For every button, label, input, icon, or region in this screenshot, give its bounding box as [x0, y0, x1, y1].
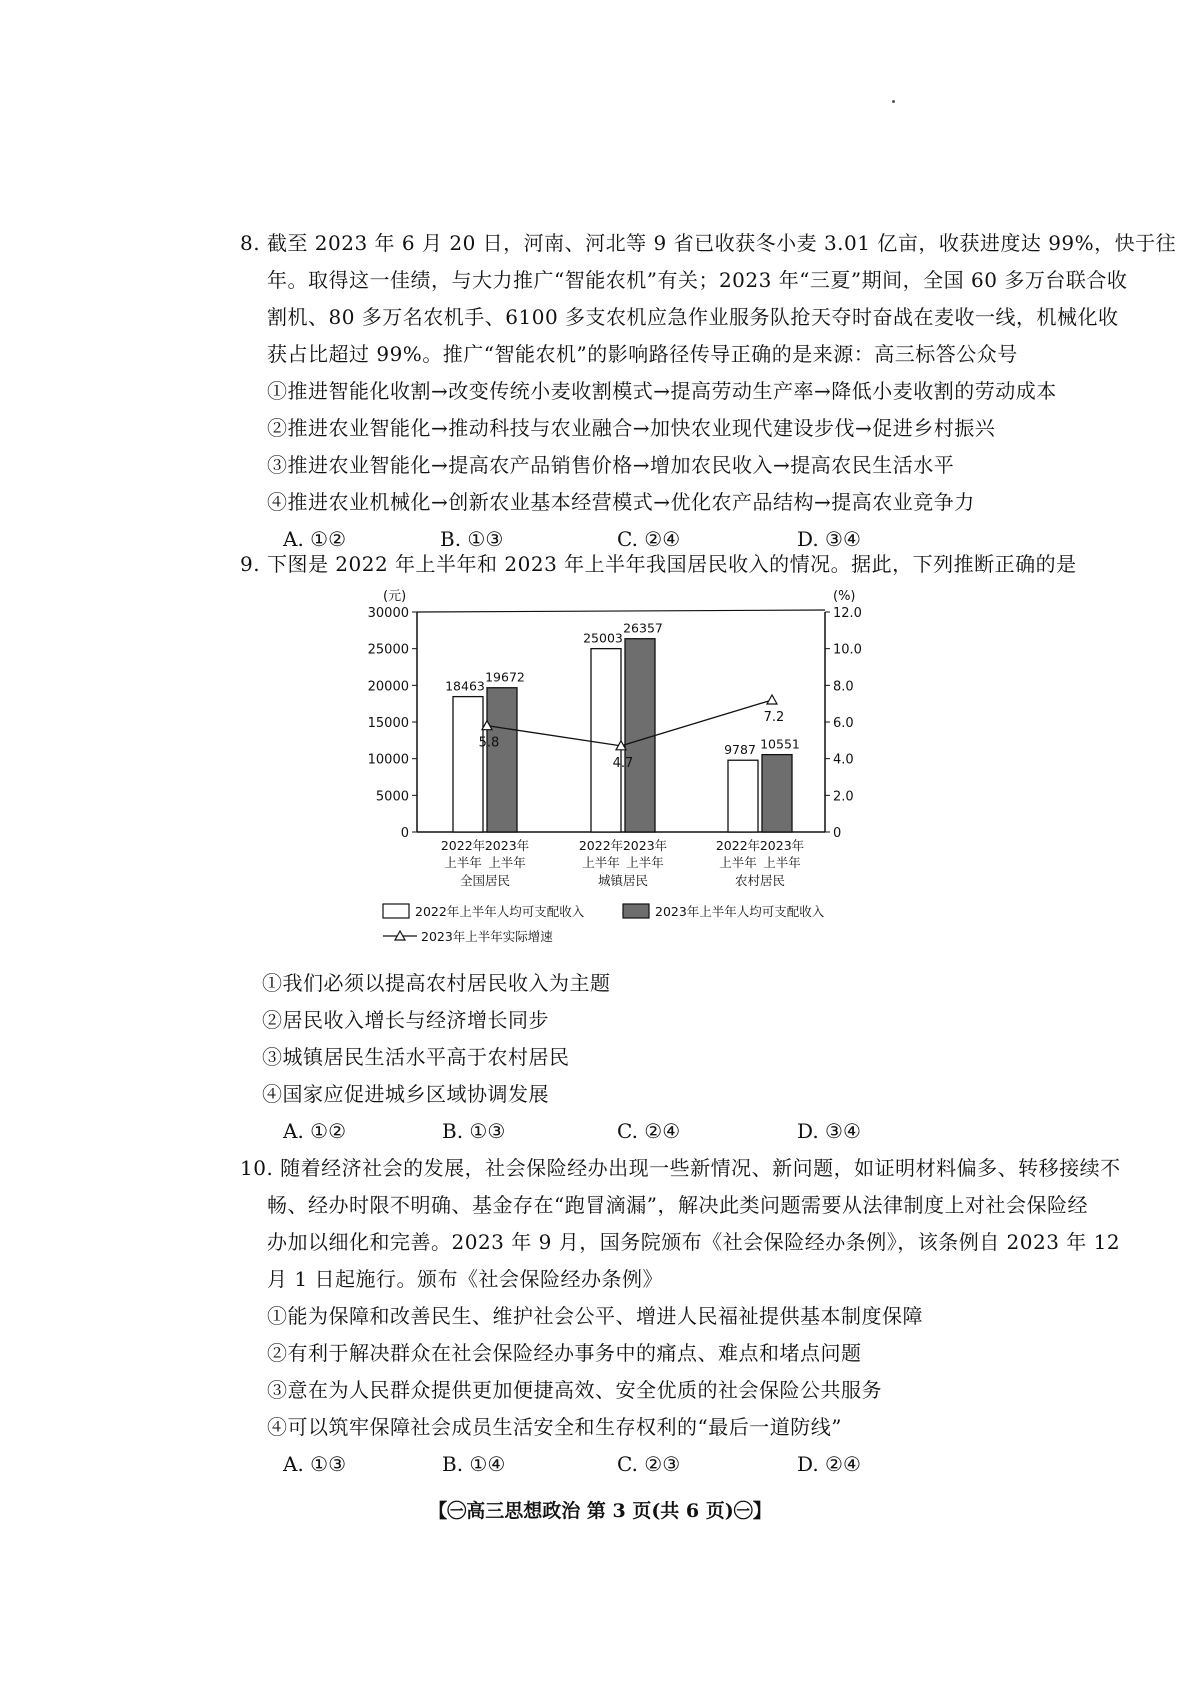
group-label: 全国居民	[459, 873, 511, 888]
x-tick-label-year: 2023年	[622, 838, 668, 853]
q8-option-d[interactable]: D. ③④	[797, 527, 861, 551]
bar-value-label: 19672	[485, 669, 525, 685]
q8-line-2: 年。取得这一佳绩，与大力推广“智能农机”有关；2023 年“三夏”期间，全国 60 多万台联合收	[267, 268, 1128, 292]
top-frame	[417, 610, 825, 612]
bar	[487, 688, 517, 832]
q8-line-3: 割机、80 多万名农机手、6100 多支农机应急作业服务队抢天夺时奋战在麦收一线，机械化收	[267, 305, 1119, 329]
q10-item-3: ③意在为人民群众提供更加便捷高效、安全优质的社会保险公共服务	[267, 1378, 882, 1402]
bar	[762, 755, 792, 832]
bar	[728, 760, 758, 832]
q10-option-b[interactable]: B. ①④	[442, 1452, 506, 1476]
bar	[625, 639, 655, 832]
left-tick-label: 30000	[367, 606, 409, 621]
q9-option-c[interactable]: C. ②④	[617, 1119, 681, 1143]
q10-options	[0, 1449, 1200, 1479]
q10-line-2: 畅、经办时限不明确、基金存在“跑冒滴漏”，解决此类问题需要从法律制度上对社会保险经	[267, 1193, 1088, 1217]
page-footer: 【㊀高三思想政治 第 3 页(共 6 页)㊀】	[428, 1500, 772, 1522]
q9-item-2: ②居民收入增长与经济增长同步	[262, 1008, 549, 1032]
bar-value-label: 25003	[583, 630, 623, 646]
q9-option-a[interactable]: A. ①②	[283, 1119, 347, 1143]
q9-item-1: ①我们必须以提高农村居民收入为主题	[262, 971, 611, 995]
left-tick-label: 20000	[367, 679, 409, 695]
x-tick-label-year: 2022年	[715, 838, 761, 853]
growth-rate-label: 5.8	[478, 735, 500, 751]
bar-value-label: 9787	[724, 742, 756, 758]
q10-option-d[interactable]: D. ②④	[797, 1452, 861, 1476]
q10-line-3: 办加以细化和完善。2023 年 9 月，国务院颁布《社会保险经办条例》，该条例自 2023 年 12	[267, 1230, 1121, 1254]
right-tick-label: 6.0	[833, 716, 854, 731]
q9-option-b[interactable]: B. ①③	[442, 1119, 506, 1143]
left-tick-label: 10000	[367, 752, 409, 768]
left-tick-label: 0	[400, 826, 409, 841]
growth-rate-label: 4.7	[612, 755, 634, 771]
right-tick-label: 8.0	[833, 679, 854, 695]
x-tick-label-year: 2023年	[759, 838, 805, 853]
q8-item-3: ③推进农业智能化→提高农产品销售价格→增加农民收入→提高农民生活水平	[267, 453, 955, 477]
q8-line-4: 获占比超过 99%。推广“智能农机”的影响路径传导正确的是来源：高三标答公众号	[267, 342, 1018, 366]
income-chart	[355, 582, 915, 962]
x-tick-label-year: 2023年	[484, 838, 530, 853]
right-tick-label: 0	[833, 826, 842, 841]
bar	[453, 697, 483, 832]
q8-item-1: ①推进智能化收割→改变传统小麦收割模式→提高劳动生产率→降低小麦收割的劳动成本	[267, 379, 1057, 403]
right-tick-label: 2.0	[833, 789, 854, 805]
left-tick-label: 15000	[367, 716, 409, 731]
bar-value-label: 18463	[445, 678, 485, 694]
bar-value-label: 10551	[760, 736, 800, 752]
x-tick-label-year: 2022年	[578, 838, 624, 853]
legend-label-2023: 2023年上半年人均可支配收入	[655, 904, 825, 919]
growth-rate-label: 7.2	[763, 710, 785, 725]
q9-option-d[interactable]: D. ③④	[797, 1119, 861, 1143]
x-tick-label-period: 上半年	[488, 855, 526, 870]
x-tick-label-year: 2022年	[440, 838, 486, 853]
q10-option-a[interactable]: A. ①③	[283, 1452, 347, 1476]
left-tick-label: 25000	[367, 642, 409, 658]
scan-speck	[892, 100, 895, 103]
q9-item-3: ③城镇居民生活水平高于农村居民	[262, 1045, 570, 1069]
q10-option-c[interactable]: C. ②③	[617, 1452, 681, 1476]
q8-option-b[interactable]: B. ①③	[440, 527, 504, 551]
legend-label-2022: 2022年上半年人均可支配收入	[415, 904, 585, 919]
left-tick-label: 5000	[375, 789, 409, 805]
bar-value-label: 26357	[623, 620, 663, 636]
q10-item-2: ②有利于解决群众在社会保险经办事务中的痛点、难点和堵点问题	[267, 1341, 862, 1365]
right-tick-label: 4.0	[833, 752, 854, 768]
group-label: 农村居民	[734, 873, 786, 888]
q8-option-c[interactable]: C. ②④	[617, 527, 681, 551]
q9-item-4: ④国家应促进城乡区域协调发展	[262, 1082, 549, 1106]
q10-item-1: ①能为保障和改善民生、维护社会公平、增进人民福祉提供基本制度保障	[267, 1304, 923, 1328]
right-tick-label: 10.0	[833, 642, 862, 658]
bar	[591, 649, 621, 832]
q8-item-4: ④推进农业机械化→创新农业基本经营模式→优化农产品结构→提高农业竞争力	[267, 490, 975, 514]
group-label: 城镇居民	[597, 873, 649, 888]
q8-line-1: 8. 截至 2023 年 6 月 20 日，河南、河北等 9 省已收获冬小麦 3.01 亿亩，收获进度达 99%，快于往	[240, 231, 1177, 255]
legend-swatch-2023	[623, 904, 649, 918]
right-unit-label: (%)	[833, 589, 856, 604]
q10-line-4: 月 1 日起施行。颁布《社会保险经办条例》	[267, 1267, 663, 1291]
q10-line-1: 10. 随着经济社会的发展，社会保险经办出现一些新情况、新问题，如证明材料偏多、转移接续不	[240, 1156, 1121, 1180]
x-tick-label-period: 上半年	[763, 855, 801, 870]
q9-stem: 9. 下图是 2022 年上半年和 2023 年上半年我国居民收入的情况。据此，下列推断正确的是	[240, 552, 1077, 576]
x-tick-label-period: 上半年	[582, 855, 620, 870]
right-tick-label: 12.0	[833, 606, 862, 621]
q10-item-4: ④可以筑牢保障社会成员生活安全和生存权利的“最后一道防线”	[267, 1415, 842, 1439]
legend-swatch-2022	[383, 904, 409, 918]
legend-label-growth: 2023年上半年实际增速	[421, 929, 553, 944]
x-tick-label-period: 上半年	[444, 855, 482, 870]
growth-rate-point	[767, 695, 777, 704]
left-unit-label: (元)	[383, 589, 407, 604]
x-tick-label-period: 上半年	[626, 855, 664, 870]
q8-item-2: ②推进农业智能化→推动科技与农业融合→加快农业现代建设步伐→促进乡村振兴	[267, 416, 996, 440]
q9-options	[0, 1116, 1200, 1146]
q8-option-a[interactable]: A. ①②	[283, 527, 347, 551]
x-tick-label-period: 上半年	[719, 855, 757, 870]
